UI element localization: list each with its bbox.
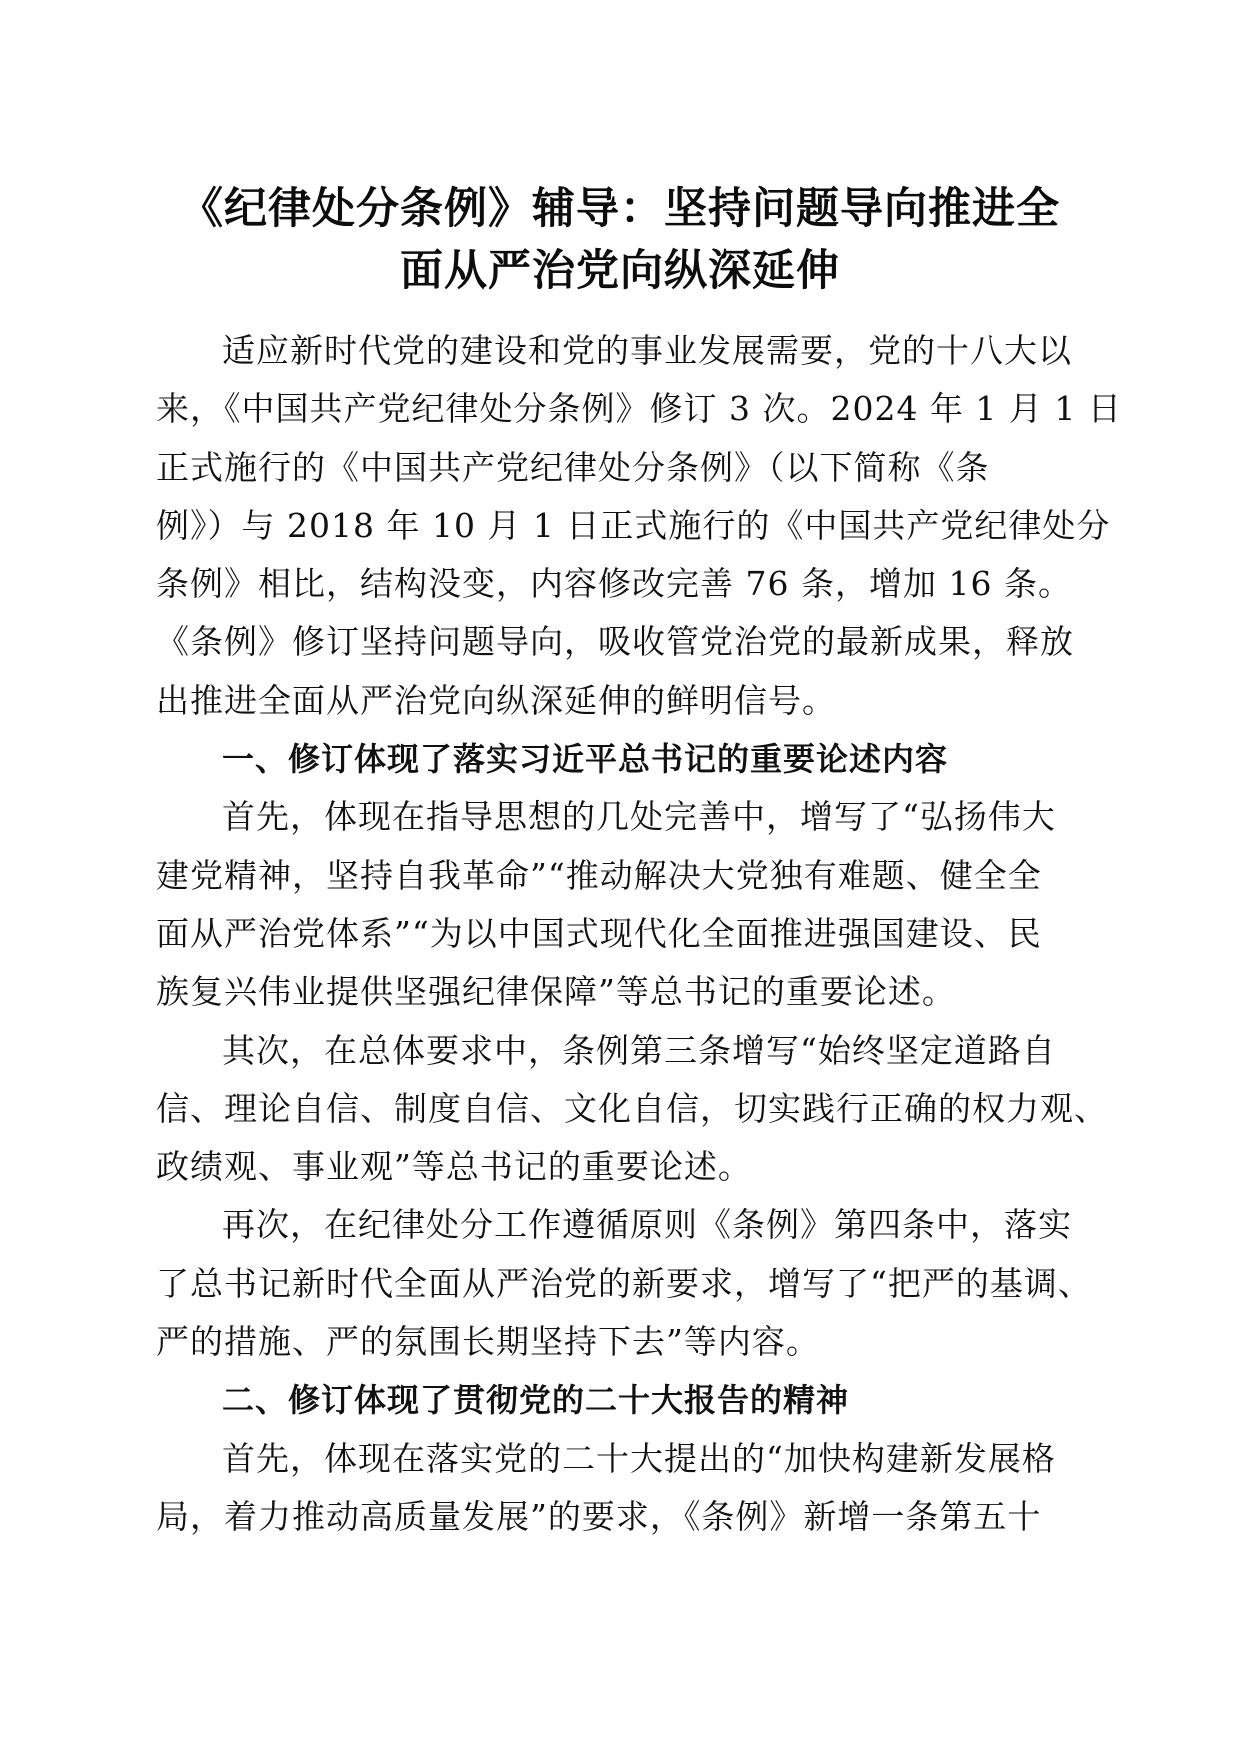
body-text-line: 信、理论自信、制度自信、文化自信，切实践行正确的权力观、 (156, 1088, 1108, 1128)
body-text-line: 局，着力推动高质量发展”的要求，《条例》新增一条第五十 (156, 1496, 1042, 1536)
body-text-line: 正式施行的《中国共产党纪律处分条例》（以下简称《条 (156, 447, 990, 487)
body-text-line: 了总书记新时代全面从严治党的新要求，增写了“把严的基调、 (156, 1263, 1092, 1303)
body-text-line: 出推进全面从严治党向纵深延伸的鲜明信号。 (156, 680, 836, 720)
body-text-line: 建党精神，坚持自我革命”“推动解决大党独有难题、健全全 (156, 855, 1042, 895)
body-text-line: 族复兴伟业提供坚强纪律保障”等总书记的重要论述。 (156, 972, 956, 1012)
body-text-line: 首先，体现在指导思想的几处完善中，增写了“弘扬伟大 (222, 797, 1056, 837)
section-heading-line: 一、修订体现了落实习近平总书记的重要论述内容 (222, 740, 949, 779)
body-text-line: 例》）与 2018 年 10 月 1 日正式施行的《中国共产党纪律处分 (156, 505, 1111, 545)
body-text-line: 首先，体现在落实党的二十大提出的“加快构建新发展格 (222, 1438, 1056, 1478)
body-text-line: 严的措施、严的氛围长期坚持下去”等内容。 (156, 1322, 820, 1362)
body-text-line: 来，《中国共产党纪律处分条例》修订 3 次。2024 年 1 月 1 日 (156, 389, 1122, 429)
body-text-line: 再次，在纪律处分工作遵循原则《条例》第四条中，落实 (222, 1205, 1072, 1245)
body-text-line: 政绩观、事业观”等总书记的重要论述。 (156, 1147, 752, 1187)
document-title (150, 178, 1090, 302)
body-text-line: 适应新时代党的建设和党的事业发展需要，党的十八大以 (222, 331, 1072, 370)
title-line-2: 面从严治党向纵深延伸 (400, 246, 840, 296)
title-line-1: 《纪律处分条例》辅导：坚持问题导向推进全 (180, 184, 1060, 234)
body-text-line: 条例》相比，结构没变，内容修改完善 76 条，增加 16 条。 (156, 564, 1072, 604)
body-text-line: 其次，在总体要求中，条例第三条增写“始终坚定道路自 (222, 1030, 1056, 1070)
body-text-line: 面从严治党体系”“为以中国式现代化全面推进强国建设、民 (156, 913, 1042, 953)
section-heading-line: 二、修订体现了贯彻党的二十大报告的精神 (222, 1381, 850, 1420)
body-text-line: 《条例》修订坚持问题导向，吸收管党治党的最新成果，释放 (156, 622, 1074, 662)
document-body (156, 322, 1122, 1546)
